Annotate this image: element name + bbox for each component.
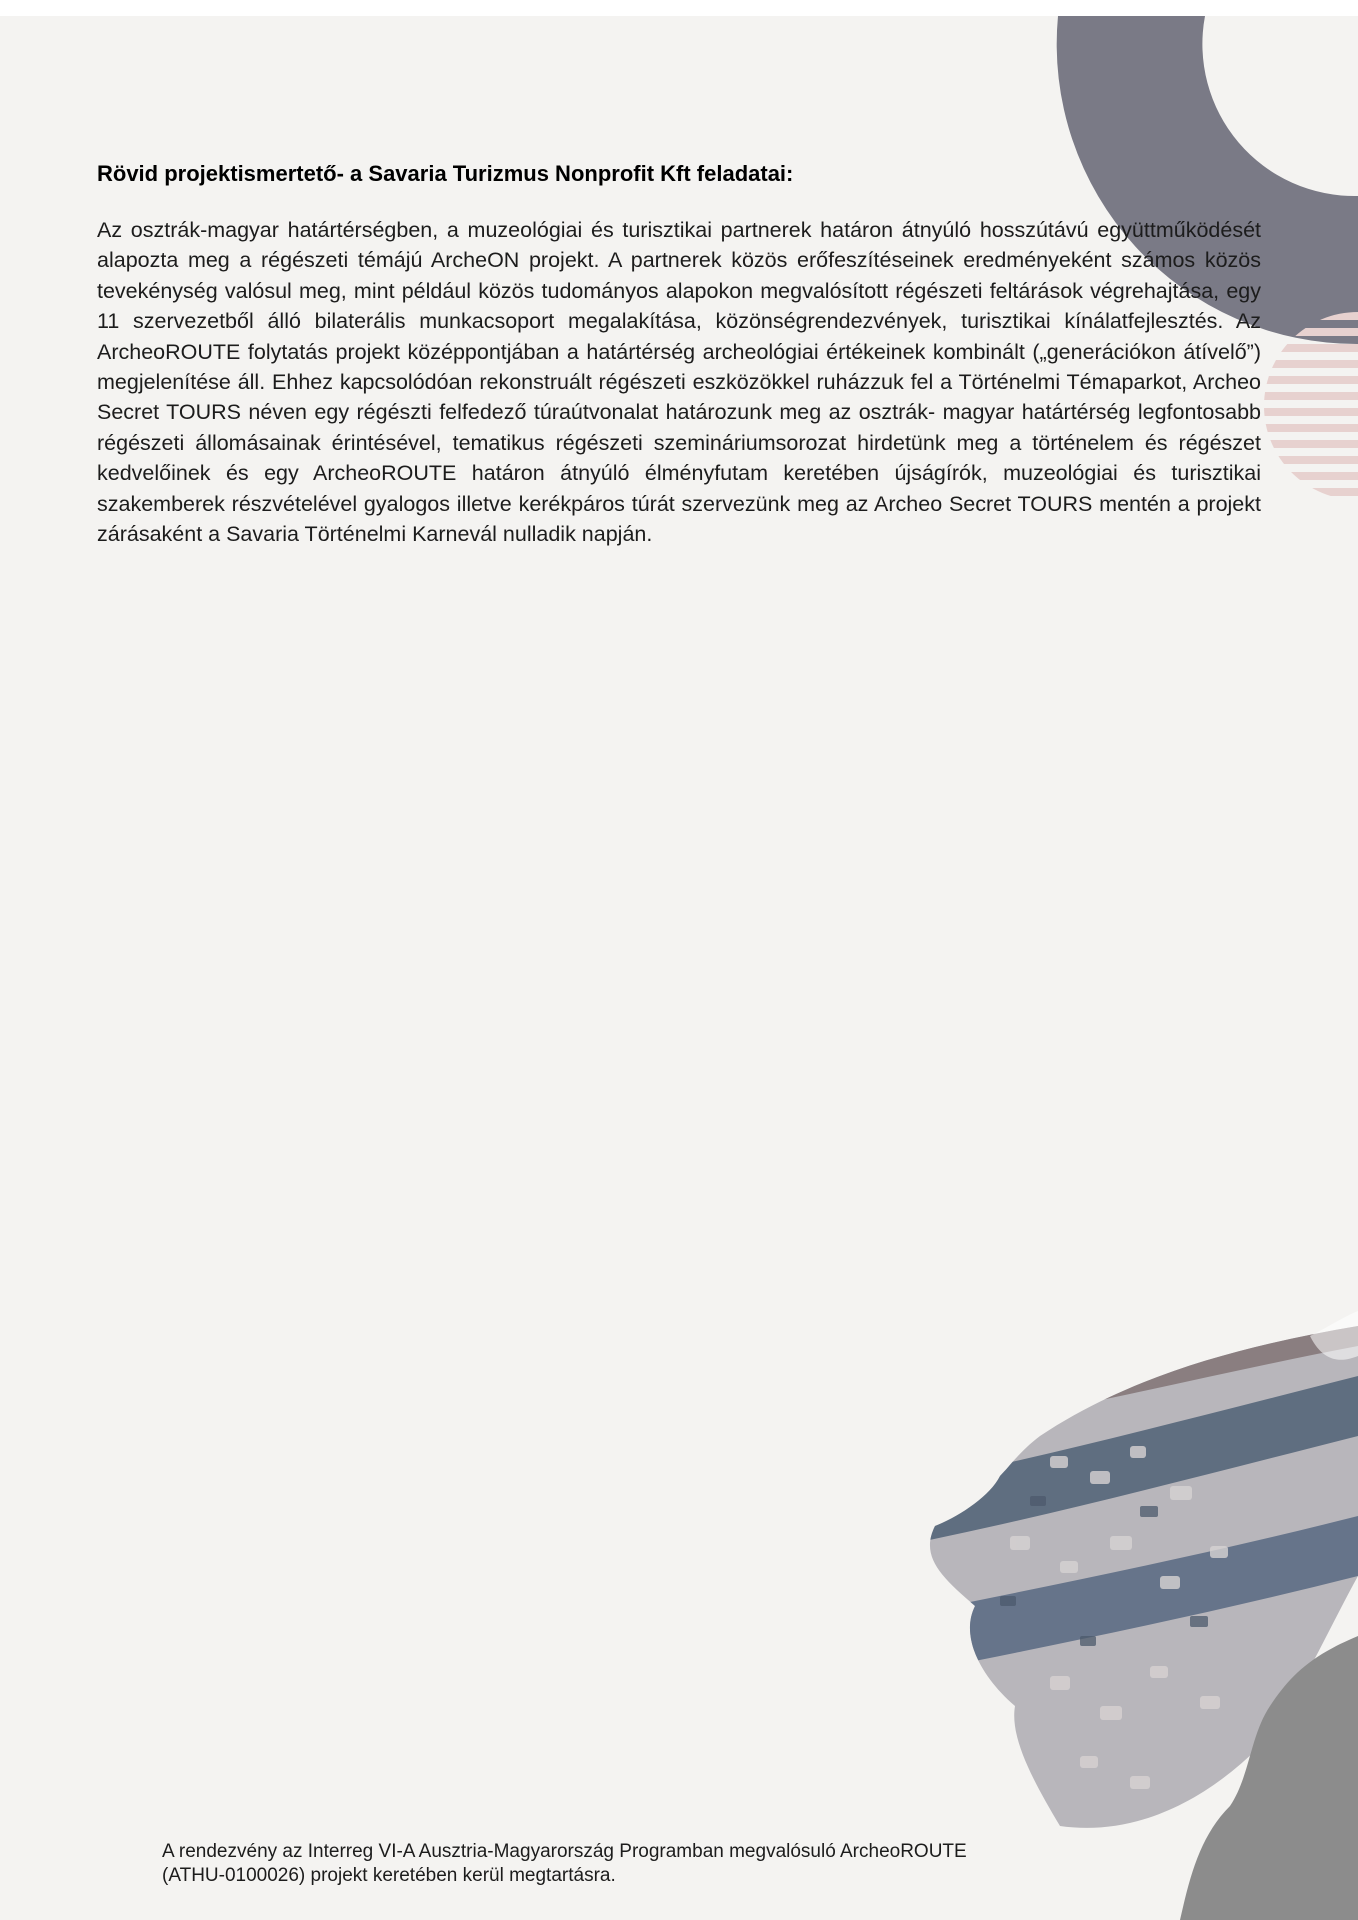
footer-line-1: A rendezvény az Interreg VI-A Ausztria-Magyarország Programban megvalósuló ArcheoROUTE xyxy=(162,1841,967,1862)
document-page xyxy=(0,16,1358,1920)
project-description: Az osztrák-magyar határtérségben, a muzeológiai és turisztikai partnerek határon átnyúló hosszútávú együttműködését alapozta meg a régészeti témájú ArcheON projekt. A partnerek közös erőfeszítéseinek eredményeként számos közös tevekénység valósul meg, mint például közös tudományos alapokon megvalósított régészeti feltárások végrehajtása, egy 11 szervezetből álló bilaterális munkacsoport megalakítása, közönségrendezvények, turisztikai kínálatfejlesztés. Az ArcheoROUTE folytatás projekt középpontjában a határtérség archeológiai értékeinek kombinált („generációkon átívelő”) megjelenítése áll. Ehhez kapcsolódóan rekonstruált régészeti eszközökkel ruházzuk fel a Történelmi Témaparkot, Archeo Secret TOURS néven egy régészti felfedező túraútvonalat határozunk meg az osztrák- magyar határtérség legfontosabb régészeti állomásainak érintésével, tematikus régészeti szemináriumsorozat hirdetünk meg a történelem és régészet kedvelőinek és egy ArcheoROUTE határon átnyúló élményfutam keretében újságírók, muzeológiai és turisztikai szakemberek részvételével gyalogos illetve kerékpáros túrát szervezünk meg az Archeo Secret TOURS mentén a projekt zárásaként a Savaria Történelmi Karnevál nulladik napján. xyxy=(97,218,1261,547)
section-heading: Rövid projektismertető- a Savaria Turizmus Nonprofit Kft feladatai: xyxy=(97,161,794,186)
footer-note xyxy=(162,1840,1162,1888)
footer-line-2: (ATHU-0100026) projekt keretében kerül megtartásra. xyxy=(162,1865,616,1886)
